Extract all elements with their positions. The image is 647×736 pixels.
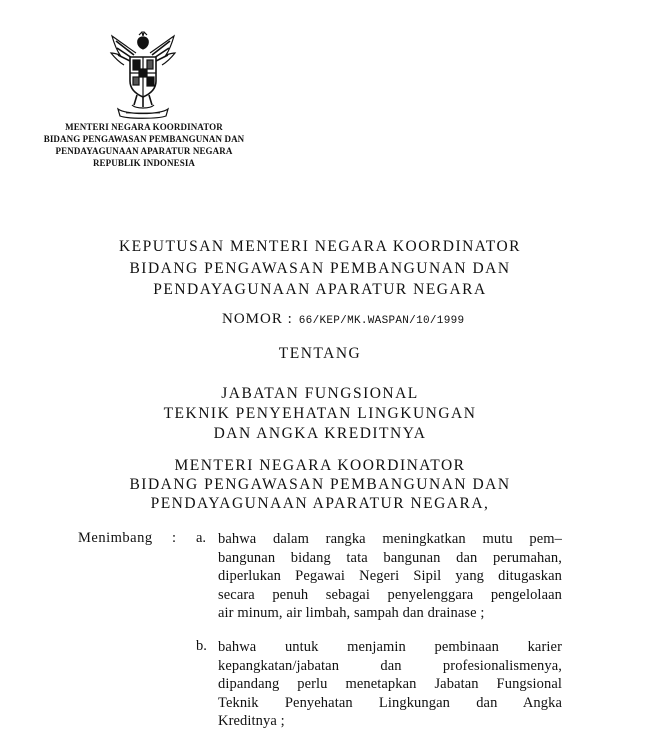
considering-item-line: dipandang perlu menetapkan Jabatan Fungsional <box>218 676 562 692</box>
decree-title <box>70 236 570 301</box>
institution-line: MENTERI NEGARA KOORDINATOR <box>65 122 223 132</box>
decree-subject <box>70 384 570 444</box>
considering-item-text <box>218 530 562 623</box>
decree-number-label: NOMOR : <box>222 311 293 327</box>
considering-item-line: bangunan bidang tata bangunan dan perumahan, <box>218 549 562 566</box>
issuing-institution <box>24 121 264 169</box>
considering-item-line: Teknik Penyehatan Lingkungan dan Angka <box>218 694 562 711</box>
subject-line: TEKNIK PENYEHATAN LINGKUNGAN <box>163 405 477 422</box>
considering-item-letter: b. <box>196 638 207 654</box>
considering-item-line: air minum, air limbah, sampah dan drainase ; <box>218 605 485 621</box>
about-label: TENTANG <box>278 345 362 362</box>
institution-line: PENDAYAGUNAAN APARATUR NEGARA <box>55 146 233 156</box>
issuing-minister <box>70 456 570 513</box>
subject-line: DAN ANGKA KREDITNYA <box>213 425 427 442</box>
decree-number-value: 66/KEP/MK.WASPAN/10/1999 <box>298 315 465 327</box>
considering-item-line: kepangkatan/jabatan dan profesionalismenya, <box>218 657 562 674</box>
garuda-pancasila-emblem-icon <box>106 31 180 119</box>
considering-item-line: Kreditnya ; <box>218 713 285 729</box>
considering-item-text <box>218 638 562 731</box>
institution-line: REPUBLIK INDONESIA <box>92 158 196 168</box>
minister-line: BIDANG PENGAWASAN PEMBANGUNAN DAN <box>129 476 511 493</box>
considering-item-line: diperlukan Pegawai Negeri Sipil yang ditugaskan <box>218 568 562 584</box>
institution-line: BIDANG PENGAWASAN PEMBANGUNAN DAN <box>43 134 245 144</box>
considering-label: Menimbang <box>78 530 153 546</box>
title-line: PENDAYAGUNAAN APARATUR NEGARA <box>153 281 487 298</box>
considering-item-line: secara penuh sebagai penyelenggara pengelolaan <box>218 586 562 603</box>
considering-colon: : <box>172 530 177 546</box>
minister-line: PENDAYAGUNAAN APARATUR NEGARA, <box>150 495 490 512</box>
considering-item-line: bahwa untuk menjamin pembinaan karier <box>218 639 562 655</box>
considering-item-line: bahwa dalam rangka meningkatkan mutu pem– <box>218 531 562 547</box>
title-line: BIDANG PENGAWASAN PEMBANGUNAN DAN <box>129 259 511 277</box>
considering-item-letter: a. <box>196 530 207 546</box>
title-line: KEPUTUSAN MENTERI NEGARA KOORDINATOR <box>118 238 522 255</box>
minister-line: MENTERI NEGARA KOORDINATOR <box>174 457 466 474</box>
decree-number <box>222 311 464 328</box>
subject-line: JABATAN FUNGSIONAL <box>221 385 419 402</box>
